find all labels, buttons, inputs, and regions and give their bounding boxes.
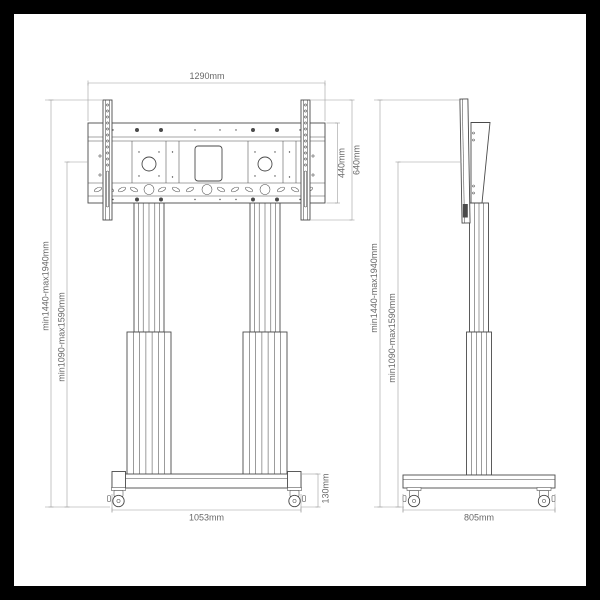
dim-label-side-total-height: min1440-max1940mm bbox=[369, 243, 379, 333]
dim-label-front-width: 1290mm bbox=[189, 71, 225, 81]
vesa-rail bbox=[301, 100, 310, 220]
dim-label-base-height: 130mm bbox=[320, 473, 331, 504]
dim-label-side-depth: 805mm bbox=[463, 512, 495, 523]
side-base-platform bbox=[403, 475, 555, 488]
front-mount-bracket bbox=[88, 123, 325, 203]
dim-label-front-total-height: min1440-max1940mm bbox=[40, 241, 51, 331]
dim-label-bracket-height: 440mm bbox=[336, 147, 347, 179]
front-base bbox=[112, 472, 301, 489]
side-upper-column bbox=[470, 203, 489, 332]
vesa-rail bbox=[103, 100, 112, 220]
side-bottom-clamp bbox=[463, 204, 468, 218]
front-base-endcap-left bbox=[112, 472, 126, 489]
front-base-endcap-right bbox=[288, 472, 302, 489]
front-right-lower-column bbox=[243, 332, 287, 475]
dim-label-side-lift-height: min1090-max1590mm bbox=[387, 293, 397, 383]
front-base-platform bbox=[112, 474, 301, 488]
dim-label-rail-height: 640mm bbox=[351, 144, 362, 176]
front-left-upper-column bbox=[134, 203, 164, 332]
dim-label-front-lift-height: min1090-max1590mm bbox=[56, 292, 67, 382]
side-lower-column bbox=[467, 332, 492, 475]
front-left-lower-column bbox=[127, 332, 171, 475]
front-right-upper-column bbox=[250, 203, 280, 332]
side-lift-column bbox=[467, 203, 492, 475]
side-base bbox=[403, 475, 555, 488]
dim-label-base-width: 1053mm bbox=[188, 512, 225, 523]
